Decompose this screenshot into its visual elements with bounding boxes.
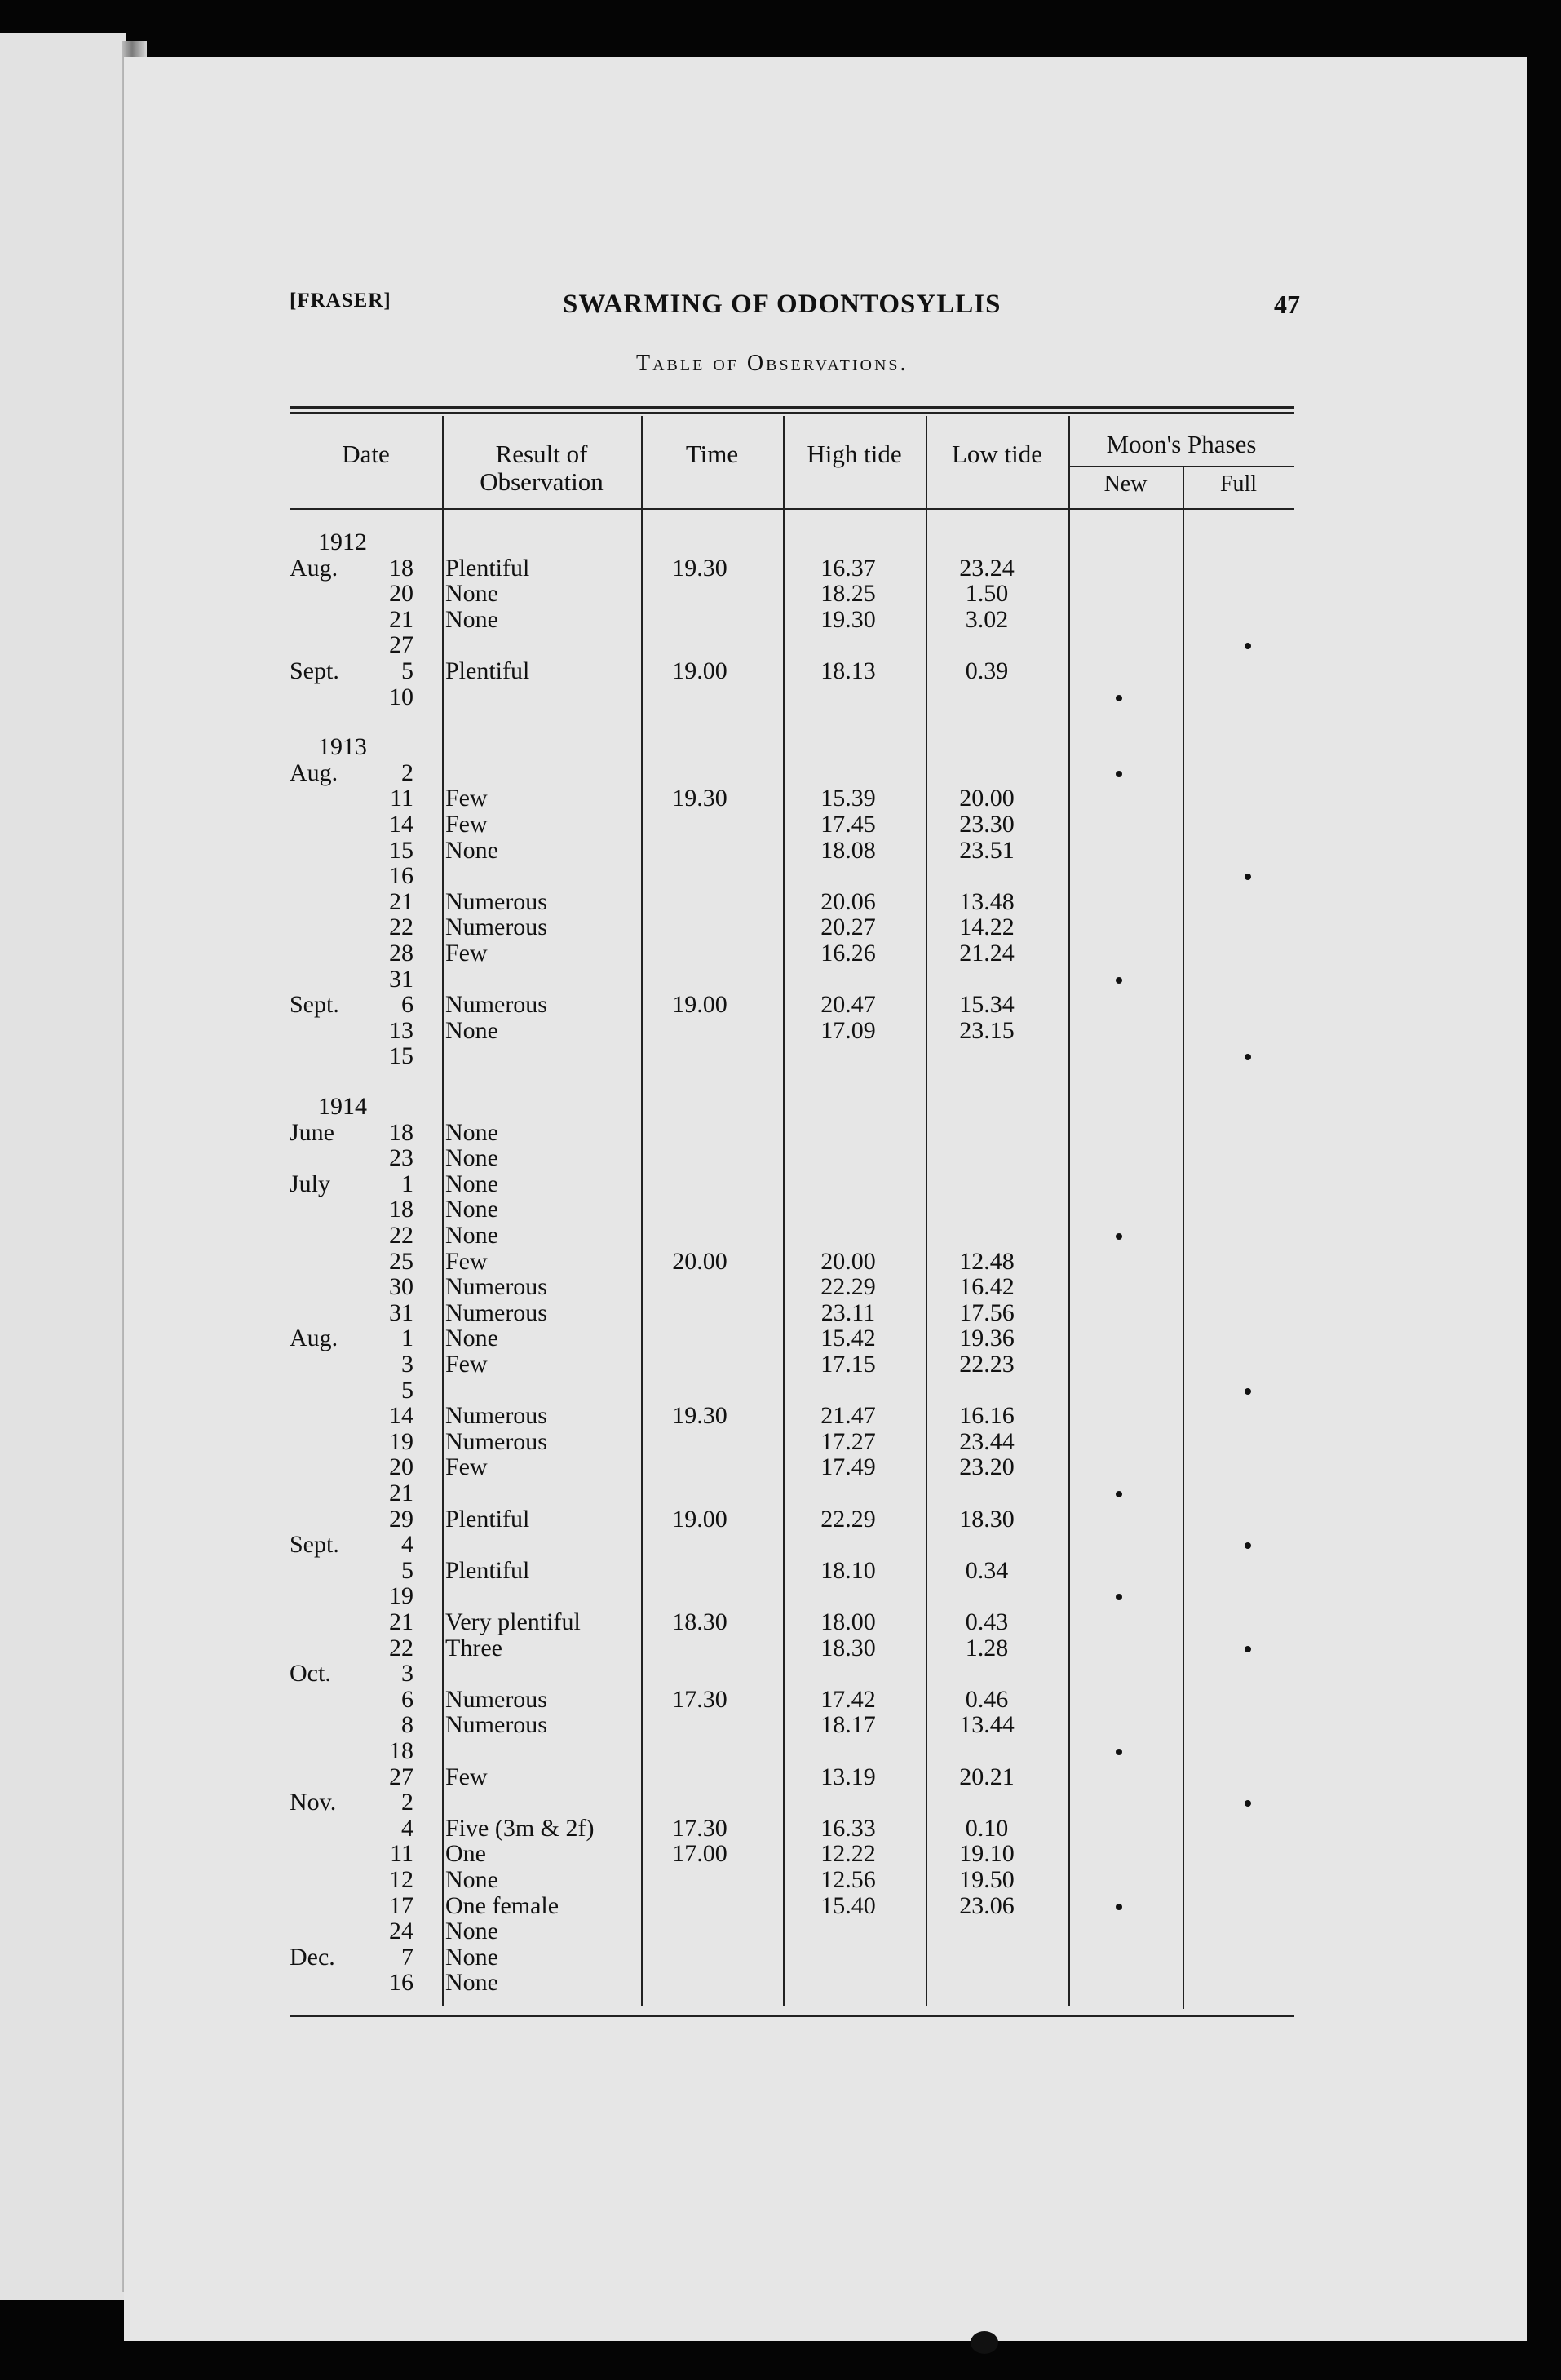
cell-day: 5 xyxy=(401,657,413,684)
cell-high: 22.29 xyxy=(820,1273,876,1301)
cell-time: 20.00 xyxy=(672,1247,727,1275)
cell-result: None xyxy=(445,1118,498,1146)
cell-high: 18.10 xyxy=(820,1556,876,1584)
col-header-result xyxy=(442,440,641,496)
col-header-new-moon: New xyxy=(1103,471,1148,497)
cell-day: 2 xyxy=(401,759,413,786)
cell-high: 18.17 xyxy=(820,1711,876,1739)
cell-high: 20.06 xyxy=(820,887,876,915)
cell-day: 22 xyxy=(389,1634,413,1661)
cell-high: 15.39 xyxy=(820,785,876,812)
new-moon-marker xyxy=(1116,1904,1122,1910)
cell-day: 28 xyxy=(389,940,413,967)
cell-low: 23.06 xyxy=(959,1891,1015,1919)
bottom-rule xyxy=(290,2015,1294,2017)
cell-high: 13.19 xyxy=(820,1763,876,1790)
cell-high: 22.29 xyxy=(820,1505,876,1533)
cell-low: 3.02 xyxy=(965,605,1009,633)
cell-day: 8 xyxy=(401,1711,413,1739)
cell-high: 16.37 xyxy=(820,554,876,582)
cell-high: 17.27 xyxy=(820,1427,876,1455)
cell-low: 12.48 xyxy=(959,1247,1015,1275)
cell-day: 21 xyxy=(389,605,413,633)
cell-day: 27 xyxy=(389,631,413,659)
cell-low: 18.30 xyxy=(959,1505,1015,1533)
col-divider xyxy=(1183,467,1184,2009)
cell-result: None xyxy=(445,580,498,608)
year-label: 1914 xyxy=(318,1093,367,1120)
cell-day: 15 xyxy=(389,836,413,864)
cell-low: 19.50 xyxy=(959,1866,1015,1893)
cell-time: 19.30 xyxy=(672,1402,727,1430)
running-header-author: [FRASER] xyxy=(290,290,391,312)
cell-day: 16 xyxy=(389,1969,413,1997)
cell-time: 19.00 xyxy=(672,1505,727,1533)
cell-high: 20.00 xyxy=(820,1247,876,1275)
cell-low: 23.15 xyxy=(959,1016,1015,1044)
cell-high: 21.47 xyxy=(820,1402,876,1430)
cell-result: None xyxy=(445,1144,498,1172)
cell-day: 25 xyxy=(389,1247,413,1275)
cell-day: 18 xyxy=(389,1737,413,1764)
cell-low: 15.34 xyxy=(959,991,1015,1019)
cell-time: 19.30 xyxy=(672,554,727,582)
cell-result: Numerous xyxy=(445,1402,547,1430)
cell-low: 16.42 xyxy=(959,1273,1015,1301)
top-rule xyxy=(290,406,1294,409)
cell-low: 23.30 xyxy=(959,811,1015,838)
cell-result: None xyxy=(445,1196,498,1223)
cell-high: 23.11 xyxy=(820,1298,876,1326)
year-label: 1913 xyxy=(318,733,367,761)
cell-result: None xyxy=(445,1325,498,1352)
cell-result: Numerous xyxy=(445,887,547,915)
cell-result: Five (3m & 2f) xyxy=(445,1814,595,1842)
cell-result: Plentiful xyxy=(445,1556,530,1584)
cell-low: 0.10 xyxy=(965,1814,1009,1842)
cell-result: Numerous xyxy=(445,991,547,1019)
full-moon-marker xyxy=(1245,1646,1251,1652)
cell-low: 17.56 xyxy=(959,1298,1015,1326)
cell-low: 23.44 xyxy=(959,1427,1015,1455)
cell-day: 6 xyxy=(401,991,413,1019)
cell-day: 31 xyxy=(389,965,413,993)
cell-low: 23.51 xyxy=(959,836,1015,864)
cell-result: None xyxy=(445,836,498,864)
cell-high: 18.08 xyxy=(820,836,876,864)
cell-day: 22 xyxy=(389,914,413,941)
cell-result: None xyxy=(445,1016,498,1044)
col-header-moon-phases: Moon's Phases xyxy=(1106,430,1257,458)
cell-low: 0.39 xyxy=(965,657,1009,684)
col-header-result-line2: Observation xyxy=(480,467,604,496)
cell-result: Numerous xyxy=(445,1427,547,1455)
cell-high: 18.25 xyxy=(820,580,876,608)
cell-day: 18 xyxy=(389,554,413,582)
cell-high: 19.30 xyxy=(820,605,876,633)
cell-result: Plentiful xyxy=(445,657,530,684)
cell-day: 17 xyxy=(389,1891,413,1919)
cell-time: 18.30 xyxy=(672,1608,727,1635)
cell-result: None xyxy=(445,1222,498,1249)
cell-result: None xyxy=(445,605,498,633)
new-moon-marker xyxy=(1116,771,1122,777)
cell-high: 12.56 xyxy=(820,1866,876,1893)
cell-low: 13.44 xyxy=(959,1711,1015,1739)
cell-day: 2 xyxy=(401,1789,413,1816)
running-header-title: SWARMING OF ODONTOSYLLIS xyxy=(563,290,1002,319)
table-caption: Table of Observations. xyxy=(636,351,909,376)
cell-result: Few xyxy=(445,1247,488,1275)
cell-day: 3 xyxy=(401,1351,413,1378)
cell-low: 14.22 xyxy=(959,914,1015,941)
cell-high: 17.15 xyxy=(820,1351,876,1378)
cell-day: 27 xyxy=(389,1763,413,1790)
cell-month: Sept. xyxy=(290,657,339,684)
ink-blot xyxy=(971,2331,998,2354)
cell-high: 18.30 xyxy=(820,1634,876,1661)
cell-result: Numerous xyxy=(445,914,547,941)
new-moon-marker xyxy=(1116,695,1122,701)
col-divider xyxy=(1068,416,1070,2006)
col-divider xyxy=(926,416,927,2006)
cell-day: 24 xyxy=(389,1918,413,1945)
cell-low: 23.20 xyxy=(959,1453,1015,1481)
header-rule xyxy=(290,508,1294,510)
cell-day: 1 xyxy=(401,1170,413,1197)
cell-result: Plentiful xyxy=(445,1505,530,1533)
cell-low: 22.23 xyxy=(959,1351,1015,1378)
cell-time: 17.00 xyxy=(672,1840,727,1868)
col-divider xyxy=(442,416,444,2006)
cell-day: 20 xyxy=(389,580,413,608)
cell-time: 19.00 xyxy=(672,991,727,1019)
cell-low: 0.34 xyxy=(965,1556,1009,1584)
cell-result: Few xyxy=(445,1763,488,1790)
cell-result: None xyxy=(445,1866,498,1893)
cell-day: 19 xyxy=(389,1427,413,1455)
cell-high: 12.22 xyxy=(820,1840,876,1868)
cell-month: Dec. xyxy=(290,1943,335,1971)
new-moon-marker xyxy=(1116,1491,1122,1497)
cell-day: 29 xyxy=(389,1505,413,1533)
cell-result: Numerous xyxy=(445,1298,547,1326)
cell-month: June xyxy=(290,1118,334,1146)
cell-result: Plentiful xyxy=(445,554,530,582)
cell-low: 23.24 xyxy=(959,554,1015,582)
cell-result: One female xyxy=(445,1891,559,1919)
cell-day: 7 xyxy=(401,1943,413,1971)
cell-result: Numerous xyxy=(445,1711,547,1739)
page-number: 47 xyxy=(1274,290,1300,319)
cell-day: 4 xyxy=(401,1531,413,1559)
top-rule-inner xyxy=(290,412,1294,414)
cell-day: 16 xyxy=(389,862,413,890)
cell-day: 15 xyxy=(389,1042,413,1070)
cell-day: 11 xyxy=(390,1840,413,1868)
cell-high: 18.00 xyxy=(820,1608,876,1635)
full-moon-marker xyxy=(1245,1388,1251,1395)
col-divider xyxy=(641,416,643,2006)
col-header-high-tide: High tide xyxy=(807,440,902,468)
cell-day: 4 xyxy=(401,1814,413,1842)
cell-day: 12 xyxy=(389,1866,413,1893)
cell-result: One xyxy=(445,1840,486,1868)
cell-day: 21 xyxy=(389,1608,413,1635)
cell-result: Few xyxy=(445,811,488,838)
cell-day: 20 xyxy=(389,1453,413,1481)
new-moon-marker xyxy=(1116,1233,1122,1240)
cell-month: Nov. xyxy=(290,1789,337,1816)
cell-high: 15.40 xyxy=(820,1891,876,1919)
new-moon-marker xyxy=(1116,977,1122,984)
cell-day: 18 xyxy=(389,1196,413,1223)
cell-month: July xyxy=(290,1170,331,1197)
col-header-low-tide: Low tide xyxy=(951,440,1043,468)
cell-high: 20.47 xyxy=(820,991,876,1019)
cell-time: 17.30 xyxy=(672,1685,727,1713)
cell-low: 20.00 xyxy=(959,785,1015,812)
cell-result: None xyxy=(445,1943,498,1971)
cell-day: 5 xyxy=(401,1556,413,1584)
cell-high: 17.42 xyxy=(820,1685,876,1713)
cell-low: 19.10 xyxy=(959,1840,1015,1868)
cell-day: 13 xyxy=(389,1016,413,1044)
cell-high: 20.27 xyxy=(820,914,876,941)
cell-day: 10 xyxy=(389,683,413,710)
cell-result: Few xyxy=(445,940,488,967)
cell-day: 18 xyxy=(389,1118,413,1146)
cell-low: 0.46 xyxy=(965,1685,1009,1713)
cell-day: 21 xyxy=(389,1480,413,1506)
cell-high: 15.42 xyxy=(820,1325,876,1352)
cell-day: 11 xyxy=(390,785,413,812)
year-label: 1912 xyxy=(318,529,367,555)
cell-day: 19 xyxy=(389,1582,413,1610)
cell-day: 6 xyxy=(401,1685,413,1713)
cell-day: 1 xyxy=(401,1325,413,1352)
cell-result: None xyxy=(445,1170,498,1197)
cell-low: 1.50 xyxy=(965,580,1009,608)
cell-day: 30 xyxy=(389,1273,413,1301)
cell-result: None xyxy=(445,1969,498,1997)
cell-day: 23 xyxy=(389,1144,413,1172)
cell-month: Aug. xyxy=(290,554,338,582)
cell-result: Three xyxy=(445,1634,502,1661)
cell-result: Very plentiful xyxy=(445,1608,581,1635)
cell-day: 5 xyxy=(401,1376,413,1404)
cell-result: None xyxy=(445,1918,498,1945)
cell-low: 16.16 xyxy=(959,1402,1015,1430)
cell-time: 17.30 xyxy=(672,1814,727,1842)
cell-low: 13.48 xyxy=(959,887,1015,915)
cell-low: 19.36 xyxy=(959,1325,1015,1352)
facing-page-edge xyxy=(0,33,126,2300)
cell-low: 0.43 xyxy=(965,1608,1009,1635)
cell-result: Few xyxy=(445,785,488,812)
cell-time: 19.30 xyxy=(672,785,727,812)
cell-result: Numerous xyxy=(445,1685,547,1713)
cell-high: 18.13 xyxy=(820,657,876,684)
page xyxy=(124,57,1527,2341)
cell-day: 31 xyxy=(389,1298,413,1326)
cell-result: Few xyxy=(445,1351,488,1378)
cell-high: 16.26 xyxy=(820,940,876,967)
cell-day: 14 xyxy=(389,1402,413,1430)
col-header-full-moon: Full xyxy=(1219,471,1258,497)
cell-high: 17.45 xyxy=(820,811,876,838)
new-moon-marker xyxy=(1116,1749,1122,1755)
col-header-time: Time xyxy=(685,440,739,468)
cell-time: 19.00 xyxy=(672,657,727,684)
col-header-result-line1: Result of xyxy=(495,440,588,468)
cell-day: 22 xyxy=(389,1222,413,1249)
cell-low: 20.21 xyxy=(959,1763,1015,1790)
cell-high: 17.09 xyxy=(820,1016,876,1044)
cell-day: 21 xyxy=(389,887,413,915)
cell-month: Sept. xyxy=(290,1531,339,1559)
cell-month: Aug. xyxy=(290,759,338,786)
cell-month: Oct. xyxy=(290,1660,331,1688)
cell-high: 16.33 xyxy=(820,1814,876,1842)
cell-result: Numerous xyxy=(445,1273,547,1301)
col-header-date: Date xyxy=(342,440,390,468)
cell-low: 21.24 xyxy=(959,940,1015,967)
cell-month: Aug. xyxy=(290,1325,338,1352)
col-divider xyxy=(783,416,785,2006)
cell-day: 3 xyxy=(401,1660,413,1688)
cell-high: 17.49 xyxy=(820,1453,876,1481)
cell-low: 1.28 xyxy=(965,1634,1009,1661)
cell-day: 14 xyxy=(389,811,413,838)
cell-result: Few xyxy=(445,1453,488,1481)
cell-month: Sept. xyxy=(290,991,339,1019)
